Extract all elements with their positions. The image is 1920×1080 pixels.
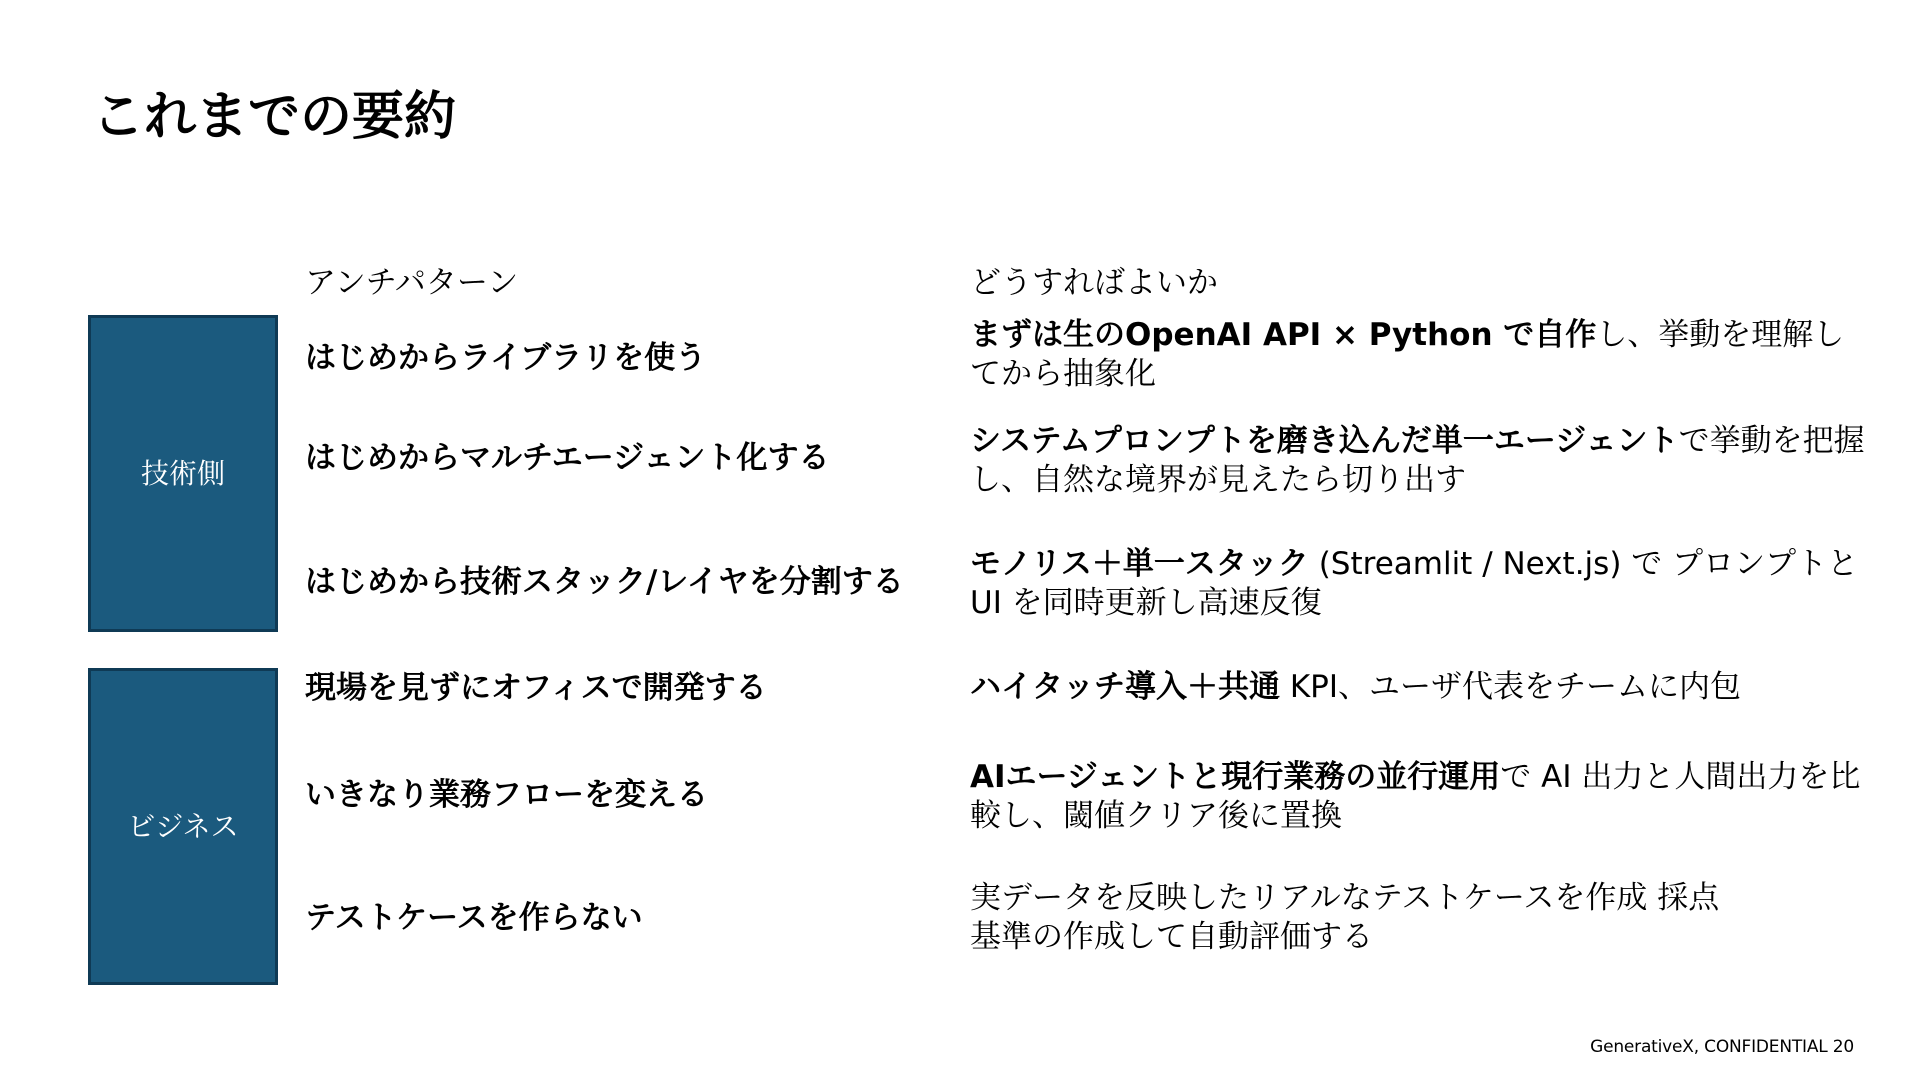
solution-plain-text: で挙動を把握し、自然な境界が見えたら切り出す xyxy=(970,423,1865,498)
category-box-business xyxy=(88,668,278,985)
anti-pattern-text: はじめからライブラリを使う xyxy=(305,340,707,376)
anti-pattern-text: テストケースを作らない xyxy=(305,900,643,936)
anti-pattern-text: 現場を見ずにオフィスで開発する xyxy=(305,670,767,706)
solution-plain-text: で AI 出力と人間出力を比較し、閾値クリア後に置換 xyxy=(970,759,1861,834)
solution-plain-text: KPI、ユーザ代表をチームに内包 xyxy=(1280,669,1742,705)
solution-text xyxy=(970,422,1870,500)
solution-bold-text: モノリス＋単一スタック xyxy=(970,546,1309,582)
category-box-tech xyxy=(88,315,278,632)
solution-text xyxy=(970,316,1870,394)
solution-text xyxy=(970,545,1870,623)
solution-plain-text: (Streamlit / Next.js) で プロンプトと UI を同時更新し高速反復 xyxy=(970,546,1859,621)
solution-bold-text: まずは生のOpenAI API × Python で自作 xyxy=(970,317,1597,353)
anti-pattern-text: はじめからマルチエージェント化する xyxy=(305,440,830,476)
solution-text xyxy=(970,879,1730,957)
page-title: これまでの要約 xyxy=(92,87,457,147)
anti-pattern-column-header: アンチパターン xyxy=(305,265,519,301)
footer-confidential: GenerativeX, CONFIDENTIAL 20 xyxy=(1590,1037,1854,1057)
solution-plain-text: し、挙動を理解してから抽象化 xyxy=(970,317,1845,392)
solution-text xyxy=(970,758,1870,836)
anti-pattern-text: いきなり業務フローを変える xyxy=(305,777,708,813)
solution-text xyxy=(970,668,1870,707)
solution-plain-text: 実データを反映したリアルなテストケースを作成 採点基準の作成して自動評価する xyxy=(970,880,1720,955)
category-label-business: ビジネス xyxy=(127,809,239,843)
anti-pattern-text: はじめから技術スタック/レイヤを分割する xyxy=(305,564,904,600)
solution-bold-text: AIエージェントと現行業務の並行運用 xyxy=(970,759,1501,795)
solution-bold-text: システムプロンプトを磨き込んだ単一エージェント xyxy=(970,423,1679,459)
solution-column-header: どうすればよいか xyxy=(970,265,1218,301)
category-label-tech: 技術側 xyxy=(140,456,225,490)
solution-bold-text: ハイタッチ導入＋共通 xyxy=(970,669,1280,705)
